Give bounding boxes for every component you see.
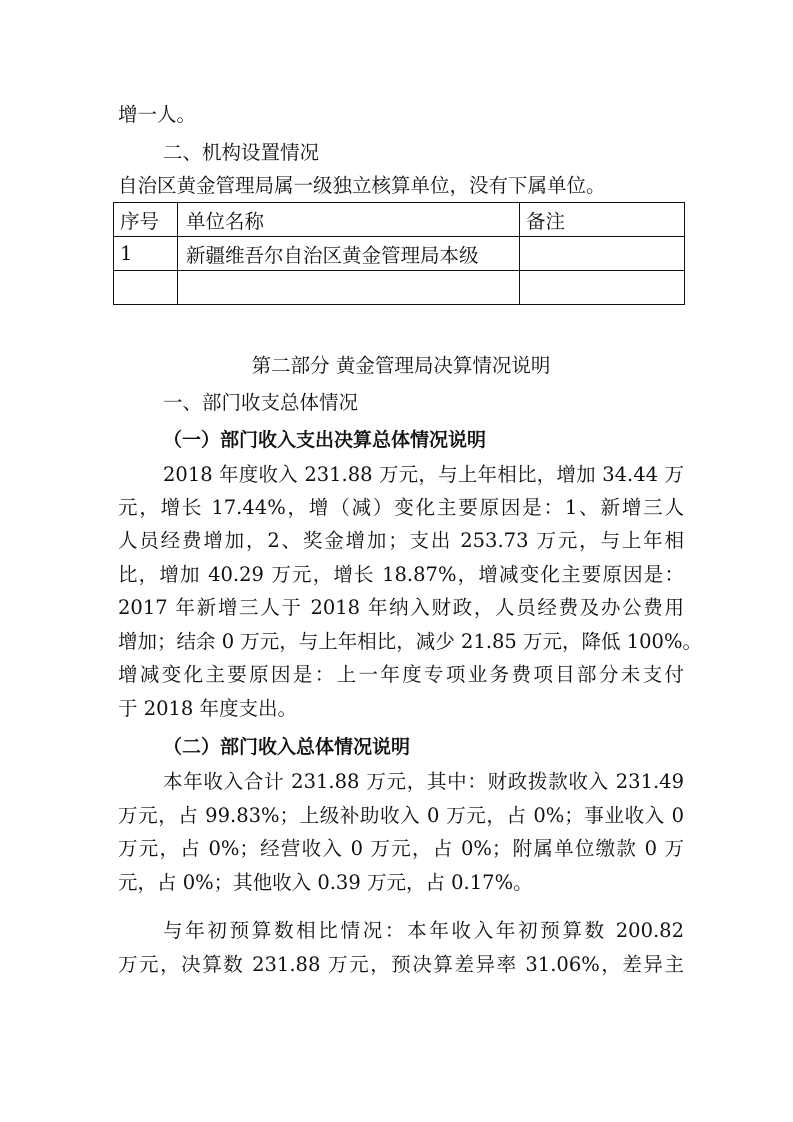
- paragraph-line: 人员经费增加，2、奖金增加；支出 253.73 万元，与上年相: [118, 529, 684, 552]
- paragraph-line: 本年收入合计 231.88 万元，其中：财政拨款收入 231.49: [163, 770, 684, 793]
- table-cell: [520, 271, 685, 305]
- table-row: [114, 237, 685, 271]
- paragraph-line: 增加；结余 0 万元，与上年相比，减少 21.85 万元，降低 100%。: [118, 630, 702, 653]
- table-cell: 新疆维吾尔自治区黄金管理局本级: [178, 237, 520, 271]
- unit-table: [113, 202, 685, 305]
- section-heading-overview: 一、部门收支总体情况: [163, 391, 359, 414]
- table-cell: 1: [114, 237, 178, 271]
- paragraph-line: 万元，决算数 231.88 万元，预决算差异率 31.06%，差异主: [118, 953, 684, 976]
- paragraph-line: 元，增长 17.44%，增（减）变化主要原因是：1、新增三人: [118, 496, 684, 519]
- paragraph-line: 增减变化主要原因是：上一年度专项业务费项目部分未支付: [118, 663, 684, 686]
- paragraph-line: 2017 年新增三人于 2018 年纳入财政，人员经费及办公费用: [118, 596, 684, 619]
- header-cell-remark: 备注: [520, 203, 685, 237]
- table-header-row: [114, 203, 685, 237]
- header-cell-index: 序号: [114, 203, 178, 237]
- part2-title: 第二部分 黄金管理局决算情况说明: [251, 354, 551, 377]
- table-cell: [114, 271, 178, 305]
- continuation-text: 增一人。: [118, 103, 197, 126]
- paragraph-line: 元，占 0%；其他收入 0.39 万元，占 0.17%。: [118, 871, 533, 894]
- paragraph-line: 万元，占 99.83%；上级补助收入 0 万元，占 0%；事业收入 0: [118, 804, 684, 827]
- subheading-income: （二）部门收入总体情况说明: [163, 736, 411, 758]
- table-row: [114, 271, 685, 305]
- paragraph-line: 与年初预算数相比情况：本年收入年初预算数 200.82: [163, 919, 684, 942]
- header-cell-unit-name: 单位名称: [178, 203, 520, 237]
- org-description: 自治区黄金管理局属一级独立核算单位，没有下属单位。: [118, 174, 606, 197]
- paragraph-line: 于 2018 年度支出。: [118, 697, 298, 720]
- section-heading-org: 二、机构设置情况: [163, 141, 320, 164]
- table-cell: [178, 271, 520, 305]
- paragraph-line: 比，增加 40.29 万元，增长 18.87%，增减变化主要原因是：: [118, 563, 684, 586]
- paragraph-line: 2018 年度收入 231.88 万元，与上年相比，增加 34.44 万: [163, 463, 684, 486]
- paragraph-line: 万元，占 0%；经营收入 0 万元，占 0%；附属单位缴款 0 万: [118, 837, 684, 860]
- subheading-income-expense: （一）部门收入支出决算总体情况说明: [163, 429, 487, 451]
- table-cell: [520, 237, 685, 271]
